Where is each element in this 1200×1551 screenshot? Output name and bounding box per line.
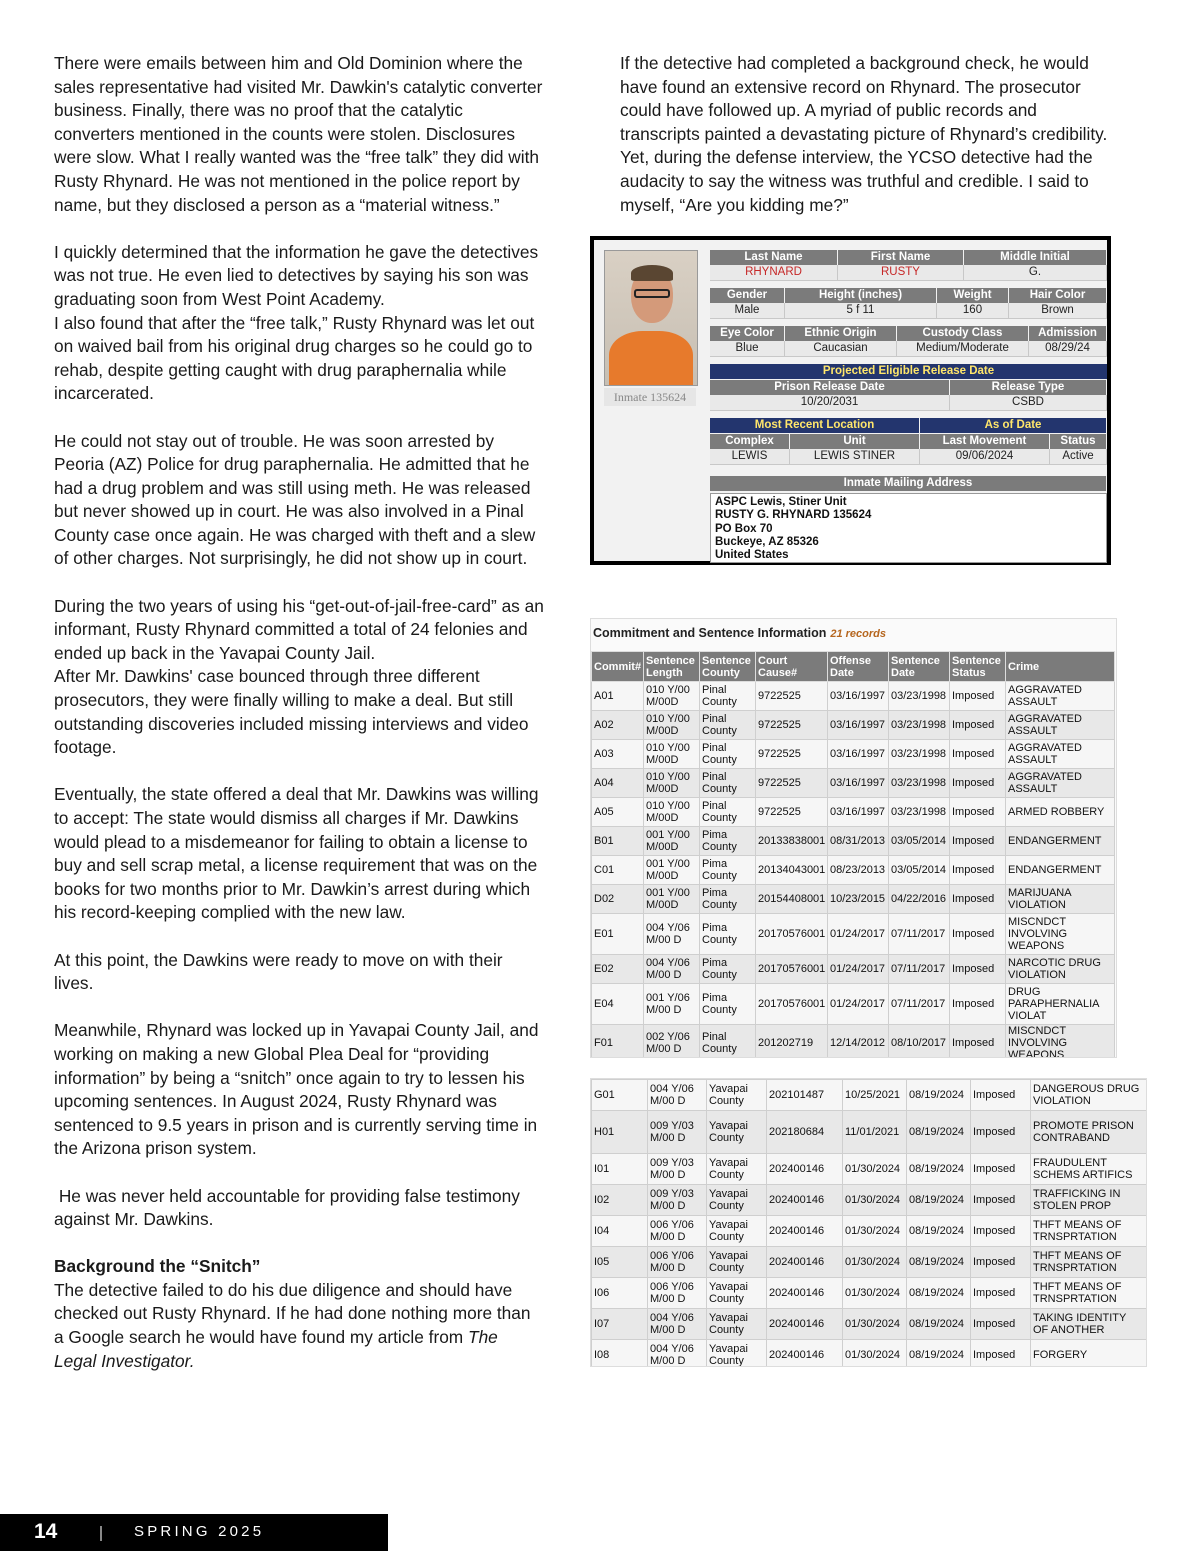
label-last-movement: Last Movement (920, 434, 1050, 449)
cell-length: 001 Y/00 M/00D (644, 856, 700, 885)
release-value-row (710, 395, 1107, 411)
cell-county: Yavapai County (707, 1154, 767, 1185)
cell-crime: ENDANGERMENT (1006, 827, 1115, 856)
cell-county: Yavapai County (707, 1340, 767, 1368)
cell-offense: 03/16/1997 (828, 711, 889, 740)
cell-status: Imposed (950, 984, 1006, 1025)
cell-cause: 20170576001 (756, 984, 828, 1025)
cell-length: 010 Y/00 M/00D (644, 798, 700, 827)
cell-cause: 9722525 (756, 682, 828, 711)
cell-offense: 01/24/2017 (828, 955, 889, 984)
cell-commit: G01 (592, 1080, 648, 1111)
table-row (592, 711, 1115, 740)
value-release-type: CSBD (950, 395, 1107, 411)
cell-commit: I04 (592, 1216, 648, 1247)
section-heading: Background the “Snitch” (54, 1256, 261, 1277)
cell-crime: THFT MEANS OF TRNSPRTATION (1031, 1247, 1147, 1278)
cell-county: Yavapai County (707, 1080, 767, 1111)
cell-offense: 01/30/2024 (843, 1154, 907, 1185)
cell-crime: FRAUDULENT SCHEMS ARTIFICS (1031, 1154, 1147, 1185)
mailing-address-header (710, 476, 1107, 491)
table-row (592, 1111, 1147, 1154)
value-weight: 160 (937, 303, 1009, 319)
cell-offense: 01/30/2024 (843, 1216, 907, 1247)
cell-crime: AGGRAVATED ASSAULT (1006, 711, 1115, 740)
cell-status: Imposed (950, 827, 1006, 856)
cell-sentence-date: 07/11/2017 (889, 914, 950, 955)
table-row (592, 1216, 1147, 1247)
address-line: PO Box 70 (715, 522, 773, 535)
cell-county: Yavapai County (707, 1278, 767, 1309)
cell-cause: 9722525 (756, 740, 828, 769)
cell-county: Pinal County (700, 711, 756, 740)
cell-offense: 01/30/2024 (843, 1340, 907, 1368)
table-row (592, 740, 1115, 769)
paragraph: During the two years of using his “get-out-of-jail-free-card” as an informant, Rusty Rhynard committed a total of 24 felonies and ended up back in the Yavapai County Jail. (54, 595, 544, 663)
cell-county: Pima County (700, 827, 756, 856)
cell-commit: H01 (592, 1111, 648, 1154)
table-row (592, 955, 1115, 984)
cell-crime: MISCNDCT INVOLVING WEAPONS (1006, 914, 1115, 955)
cell-length: 004 Y/06 M/00 D (644, 914, 700, 955)
location-header-row (710, 434, 1107, 449)
commitment-table-continued (591, 1079, 1147, 1367)
commitment-table (591, 651, 1115, 1058)
cell-status: Imposed (950, 885, 1006, 914)
cell-cause: 202400146 (767, 1216, 843, 1247)
table-row (592, 798, 1115, 827)
mailing-address-box (710, 493, 1107, 563)
cell-commit: D02 (592, 885, 644, 914)
address-line: Buckeye, AZ 85326 (715, 535, 819, 548)
label-ethnic-origin: Ethnic Origin (785, 326, 897, 341)
commitment-title (593, 626, 886, 640)
label-release-type: Release Type (950, 380, 1107, 395)
cell-length: 006 Y/06 M/00 D (648, 1247, 707, 1278)
paragraph (54, 1279, 544, 1373)
cell-length: 010 Y/00 M/00D (644, 740, 700, 769)
right-column (620, 52, 1120, 217)
cell-offense: 01/24/2017 (828, 984, 889, 1025)
paragraph: He could not stay out of trouble. He was soon arrested by Peoria (AZ) Police for drug paraphernalia. He admitted that he had a drug problem and was still using meth. He was released but never showed up in court. He was also involved in a Pinal County case once again. He was charged with theft and a slew of other charges. Not surprisingly, he did not show up in court. (54, 430, 536, 569)
name-header-row (710, 250, 1107, 265)
paragraph: At this point, the Dawkins were ready to move on with their lives. (54, 949, 503, 994)
cell-offense: 03/16/1997 (828, 740, 889, 769)
inmate-record-card (590, 236, 1111, 565)
cell-status: Imposed (950, 711, 1006, 740)
table-row (592, 1154, 1147, 1185)
commitment-table-part2 (590, 1078, 1147, 1367)
cell-sentence-date: 03/23/1998 (889, 740, 950, 769)
label-custody-class: Custody Class (897, 326, 1029, 341)
cell-crime: ENDANGERMENT (1006, 856, 1115, 885)
value-gender: Male (710, 303, 785, 319)
table-row (592, 914, 1115, 955)
projected-release-banner: Projected Eligible Release Date (710, 364, 1107, 379)
cell-cause: 20133838001 (756, 827, 828, 856)
cell-commit: B01 (592, 827, 644, 856)
cell-commit: I08 (592, 1340, 648, 1368)
cell-cause: 202400146 (767, 1185, 843, 1216)
address-line: ASPC Lewis, Stiner Unit (715, 496, 847, 508)
cell-sentence-date: 08/19/2024 (907, 1185, 971, 1216)
cell-length: 009 Y/03 M/00 D (648, 1111, 707, 1154)
cell-crime: FORGERY (1031, 1340, 1147, 1368)
cell-sentence-date: 03/23/1998 (889, 798, 950, 827)
cell-county: Pima County (700, 856, 756, 885)
label-most-recent-location: Most Recent Location (710, 418, 920, 433)
value-status: Active (1050, 449, 1107, 465)
cell-offense: 03/16/1997 (828, 682, 889, 711)
issue-label: SPRING 2025 (134, 1523, 265, 1540)
cell-county: Pinal County (700, 1025, 756, 1059)
cell-county: Pinal County (700, 682, 756, 711)
cell-commit: E01 (592, 914, 644, 955)
label-mailing-address: Inmate Mailing Address (710, 476, 1107, 491)
cell-status: Imposed (950, 955, 1006, 984)
cell-crime: TAKING IDENTITY OF ANOTHER (1031, 1309, 1147, 1340)
cell-offense: 10/23/2015 (828, 885, 889, 914)
cell-commit: I06 (592, 1278, 648, 1309)
cell-status: Imposed (971, 1340, 1031, 1368)
cell-cause: 9722525 (756, 798, 828, 827)
cell-length: 006 Y/06 M/00 D (648, 1216, 707, 1247)
cell-cause: 202400146 (767, 1340, 843, 1368)
cell-offense: 01/30/2024 (843, 1278, 907, 1309)
physical-header-row (710, 288, 1107, 303)
cell-cause: 202101487 (767, 1080, 843, 1111)
cell-status: Imposed (971, 1185, 1031, 1216)
table-row (592, 1278, 1147, 1309)
cell-county: Pinal County (700, 740, 756, 769)
col-cause: Court Cause# (756, 652, 828, 682)
cell-length: 009 Y/03 M/00 D (648, 1185, 707, 1216)
value-last-name: RHYNARD (710, 265, 838, 281)
cell-status: Imposed (950, 798, 1006, 827)
cell-status: Imposed (950, 856, 1006, 885)
cell-sentence-date: 07/11/2017 (889, 955, 950, 984)
paragraph: He was never held accountable for providing false testimony against Mr. Dawkins. (54, 1185, 525, 1230)
cell-status: Imposed (971, 1111, 1031, 1154)
cell-cause: 20170576001 (756, 914, 828, 955)
cell-sentence-date: 08/10/2017 (889, 1025, 950, 1059)
table-row (592, 856, 1115, 885)
cell-crime: MARIJUANA VIOLATION (1006, 885, 1115, 914)
cell-length: 001 Y/00 M/00D (644, 885, 700, 914)
cell-commit: A01 (592, 682, 644, 711)
cell-sentence-date: 04/22/2016 (889, 885, 950, 914)
inmate-number-label: Inmate 135624 (604, 388, 696, 406)
cell-length: 010 Y/00 M/00D (644, 711, 700, 740)
physical-value-row (710, 303, 1107, 319)
label-height: Height (inches) (785, 288, 937, 303)
label-unit: Unit (790, 434, 920, 449)
cell-sentence-date: 08/19/2024 (907, 1340, 971, 1368)
cell-county: Pima County (700, 984, 756, 1025)
label-admission: Admission (1029, 326, 1107, 341)
table-row (592, 1080, 1147, 1111)
table-row (592, 827, 1115, 856)
label-prison-release-date: Prison Release Date (710, 380, 950, 395)
cell-sentence-date: 08/19/2024 (907, 1080, 971, 1111)
cell-cause: 20154408001 (756, 885, 828, 914)
col-county: Sentence County (700, 652, 756, 682)
cell-length: 002 Y/06 M/00 D (644, 1025, 700, 1059)
cell-sentence-date: 08/19/2024 (907, 1309, 971, 1340)
cell-sentence-date: 03/23/1998 (889, 769, 950, 798)
cell-county: Pima County (700, 885, 756, 914)
paragraph-text: The detective failed to do his due diligence and should have checked out Rusty Rhynard. If he had done nothing more than a Google search he would have found my article from (54, 1279, 531, 1348)
label-weight: Weight (937, 288, 1009, 303)
value-first-name: RUSTY (838, 265, 964, 281)
cell-crime: MISCNDCT INVOLVING WEAPONS (1006, 1025, 1115, 1059)
value-middle-initial: G. (964, 265, 1107, 281)
cell-cause: 20170576001 (756, 955, 828, 984)
cell-cause: 202400146 (767, 1278, 843, 1309)
cell-commit: A04 (592, 769, 644, 798)
cell-crime: DANGEROUS DRUG VIOLATION (1031, 1080, 1147, 1111)
col-offense: Offense Date (828, 652, 889, 682)
cell-length: 004 Y/06 M/00 D (648, 1340, 707, 1368)
address-line: RUSTY G. RHYNARD 135624 (715, 509, 872, 522)
page-number: 14 (34, 1520, 58, 1543)
cell-commit: I05 (592, 1247, 648, 1278)
cell-cause: 201202719 (756, 1025, 828, 1059)
cell-sentence-date: 08/19/2024 (907, 1216, 971, 1247)
label-eye-color: Eye Color (710, 326, 785, 341)
cell-sentence-date: 08/19/2024 (907, 1111, 971, 1154)
label-status: Status (1050, 434, 1107, 449)
divider (100, 1526, 102, 1541)
address-line: United States (715, 549, 789, 562)
cell-county: Pima County (700, 955, 756, 984)
cell-sentence-date: 08/19/2024 (907, 1278, 971, 1309)
cell-offense: 03/16/1997 (828, 798, 889, 827)
value-ethnic-origin: Caucasian (785, 341, 897, 357)
cell-commit: I07 (592, 1309, 648, 1340)
label-hair-color: Hair Color (1009, 288, 1107, 303)
table-row (592, 885, 1115, 914)
paragraph: There were emails between him and Old Dominion where the sales representative had visited Mr. Dawkin's catalytic converter business. Finally, there was no proof that the catalytic converters mentioned in the counts were stolen. Disclosures were slow. What I really wanted was the “free talk” they did with Rusty Rhynard. He was not mentioned in the police report by name, but they disclosed a person as a “material witness.” (54, 53, 543, 215)
cell-length: 004 Y/06 M/00 D (648, 1080, 707, 1111)
value-hair-color: Brown (1009, 303, 1107, 319)
col-commit: Commit# (592, 652, 644, 682)
location-value-row (710, 449, 1107, 465)
label-last-name: Last Name (710, 250, 838, 265)
cell-status: Imposed (950, 682, 1006, 711)
cell-county: Yavapai County (707, 1111, 767, 1154)
release-header-row (710, 380, 1107, 395)
cell-sentence-date: 08/19/2024 (907, 1247, 971, 1278)
cell-cause: 9722525 (756, 711, 828, 740)
cell-offense: 10/25/2021 (843, 1080, 907, 1111)
cell-crime: DRUG PARAPHERNALIA VIOLAT (1006, 984, 1115, 1025)
cell-offense: 12/14/2012 (828, 1025, 889, 1059)
cell-status: Imposed (950, 914, 1006, 955)
col-sentence-date: Sentence Date (889, 652, 950, 682)
paragraph: Meanwhile, Rhynard was locked up in Yavapai County Jail, and working on making a new Global Plea Deal for “providing information” by being a “snitch” once again to try to lessen his upcoming sentences. In August 2024, Rusty Rhynard was sentenced to 9.5 years in prison and is currently serving time in the Arizona prison system. (54, 1020, 539, 1159)
cell-status: Imposed (971, 1154, 1031, 1185)
cell-offense: 01/30/2024 (843, 1309, 907, 1340)
cell-length: 001 Y/00 M/00D (644, 827, 700, 856)
cell-offense: 08/23/2013 (828, 856, 889, 885)
cell-commit: I01 (592, 1154, 648, 1185)
table-row (592, 1025, 1115, 1059)
inmate-photo (604, 250, 698, 386)
cell-crime: THFT MEANS OF TRNSPRTATION (1031, 1278, 1147, 1309)
value-prison-release-date: 10/20/2031 (710, 395, 950, 411)
commitment-title-text: Commitment and Sentence Information (593, 626, 827, 640)
table-row (592, 1247, 1147, 1278)
table-row (592, 1340, 1147, 1368)
label-first-name: First Name (838, 250, 964, 265)
origin-value-row (710, 341, 1107, 357)
cell-length: 001 Y/06 M/00 D (644, 984, 700, 1025)
cell-crime: THFT MEANS OF TRNSPRTATION (1031, 1216, 1147, 1247)
cell-offense: 03/16/1997 (828, 769, 889, 798)
cell-sentence-date: 03/05/2014 (889, 856, 950, 885)
cell-status: Imposed (971, 1309, 1031, 1340)
cell-cause: 202400146 (767, 1154, 843, 1185)
cell-cause: 202400146 (767, 1247, 843, 1278)
cell-commit: A05 (592, 798, 644, 827)
page-footer (0, 1514, 388, 1551)
value-custody-class: Medium/Moderate (897, 341, 1029, 357)
cell-status: Imposed (971, 1247, 1031, 1278)
cell-commit: C01 (592, 856, 644, 885)
cell-commit: A02 (592, 711, 644, 740)
paragraph: If the detective had completed a background check, he would have found an extensive record on Rhynard. The prosecutor could have followed up. A myriad of public records and transcripts painted a devastating picture of Rhynard’s credibility. Yet, during the defense interview, the YCSO detective had the audacity to say the witness was truthful and credible. I said to myself, “Are you kidding me?” (620, 53, 1108, 215)
cell-commit: E04 (592, 984, 644, 1025)
cell-crime: NARCOTIC DRUG VIOLATION (1006, 955, 1115, 984)
cell-county: Yavapai County (707, 1247, 767, 1278)
value-unit: LEWIS STINER (790, 449, 920, 465)
cell-offense: 01/30/2024 (843, 1185, 907, 1216)
cell-sentence-date: 03/23/1998 (889, 711, 950, 740)
cell-sentence-date: 03/05/2014 (889, 827, 950, 856)
cell-status: Imposed (950, 769, 1006, 798)
cell-sentence-date: 08/19/2024 (907, 1154, 971, 1185)
cell-county: Yavapai County (707, 1216, 767, 1247)
cell-offense: 08/31/2013 (828, 827, 889, 856)
paragraph: I also found that after the “free talk,” Rusty Rhynard was let out on waived bail from his original drug charges so he could go to rehab, despite getting caught with drug paraphernalia while incarcerated. (54, 312, 535, 404)
label-gender: Gender (710, 288, 785, 303)
cell-length: 004 Y/06 M/00 D (644, 955, 700, 984)
cell-cause: 202400146 (767, 1309, 843, 1340)
table-row (592, 984, 1115, 1025)
cell-commit: I02 (592, 1185, 648, 1216)
value-admission: 08/29/24 (1029, 341, 1107, 357)
cell-sentence-date: 03/23/1998 (889, 682, 950, 711)
cell-length: 006 Y/06 M/00 D (648, 1278, 707, 1309)
value-complex: LEWIS (710, 449, 790, 465)
cell-crime: PROMOTE PRISON CONTRABAND (1031, 1111, 1147, 1154)
cell-crime: AGGRAVATED ASSAULT (1006, 740, 1115, 769)
cell-county: Pinal County (700, 798, 756, 827)
cell-length: 009 Y/03 M/00 D (648, 1154, 707, 1185)
cell-status: Imposed (971, 1080, 1031, 1111)
cell-crime: AGGRAVATED ASSAULT (1006, 769, 1115, 798)
cell-length: 010 Y/00 M/00D (644, 682, 700, 711)
cell-crime: ARMED ROBBERY (1006, 798, 1115, 827)
cell-county: Yavapai County (707, 1185, 767, 1216)
origin-header-row (710, 326, 1107, 341)
table-row (592, 1185, 1147, 1216)
label-complex: Complex (710, 434, 790, 449)
cell-offense: 11/01/2021 (843, 1111, 907, 1154)
label-as-of-date: As of Date (920, 418, 1107, 433)
record-count: 21 records (830, 628, 887, 640)
cell-offense: 01/24/2017 (828, 914, 889, 955)
cell-status: Imposed (950, 1025, 1006, 1059)
table-row (592, 769, 1115, 798)
left-column (54, 52, 544, 1397)
paragraph: I quickly determined that the information he gave the detectives was not true. He even lied to detectives by saying his son was graduating soon from West Point Academy. (54, 241, 539, 309)
cell-status: Imposed (971, 1278, 1031, 1309)
col-crime: Crime (1006, 652, 1115, 682)
cell-length: 010 Y/00 M/00D (644, 769, 700, 798)
cell-cause: 20134043001 (756, 856, 828, 885)
col-length: Sentence Length (644, 652, 700, 682)
cell-crime: TRAFFICKING IN STOLEN PROP (1031, 1185, 1147, 1216)
cell-sentence-date: 07/11/2017 (889, 984, 950, 1025)
value-last-movement: 09/06/2024 (920, 449, 1050, 465)
col-status: Sentence Status (950, 652, 1006, 682)
label-middle-initial: Middle Initial (964, 250, 1107, 265)
cell-cause: 9722525 (756, 769, 828, 798)
paragraph: Eventually, the state offered a deal that Mr. Dawkins was willing to accept: The state would dismiss all charges if Mr. Dawkins would plead to a misdemeanor for failing to obtain a license to buy and sell scrap metal, a license requirement that was on the books for two months prior to Mr. Dawkin’s arrest during which his record-keeping complied with the new law. (54, 784, 539, 923)
name-value-row (710, 265, 1107, 281)
value-eye-color: Blue (710, 341, 785, 357)
cell-status: Imposed (950, 740, 1006, 769)
cell-commit: F01 (592, 1025, 644, 1059)
cell-county: Pima County (700, 914, 756, 955)
commitment-table-part1 (590, 618, 1117, 1058)
cell-crime: AGGRAVATED ASSAULT (1006, 682, 1115, 711)
value-height: 5 f 11 (785, 303, 937, 319)
location-banner-row (710, 418, 1107, 433)
cell-status: Imposed (971, 1216, 1031, 1247)
cell-commit: A03 (592, 740, 644, 769)
cell-length: 004 Y/06 M/00 D (648, 1309, 707, 1340)
cell-cause: 202180684 (767, 1111, 843, 1154)
cell-county: Yavapai County (707, 1309, 767, 1340)
cell-county: Pinal County (700, 769, 756, 798)
cell-commit: E02 (592, 955, 644, 984)
cell-offense: 01/30/2024 (843, 1247, 907, 1278)
publication-title: The Legal Investigator. (54, 1327, 498, 1371)
table-row (592, 1309, 1147, 1340)
table-row (592, 682, 1115, 711)
paragraph: After Mr. Dawkins' case bounced through three different prosecutors, they were finally willing to make a deal. But still outstanding discoveries included missing interviews and video footage. (54, 666, 529, 758)
